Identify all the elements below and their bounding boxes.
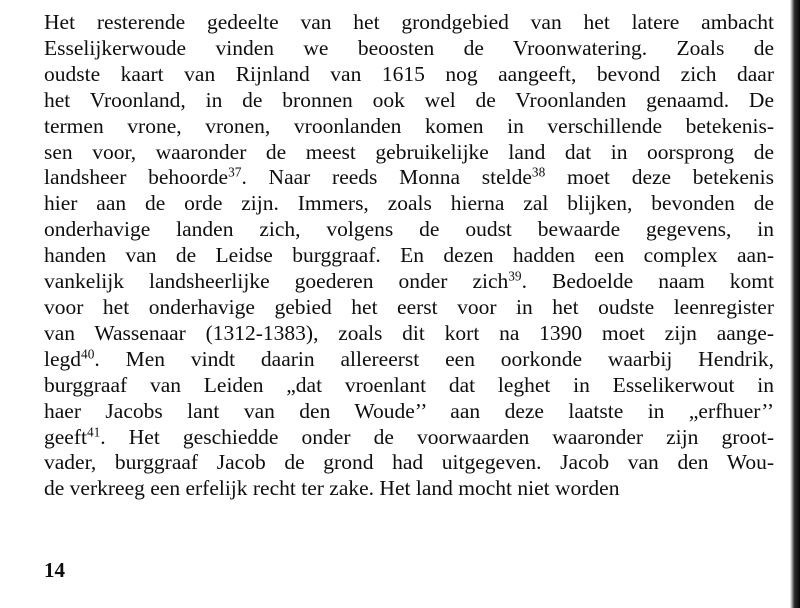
text-line: vankelijk landsheerlijke goederen onder zich$^{39}$. Bedoelde naam komt — [44, 268, 774, 294]
text-line: voor het onderhavige gebied het eerst voor in het oudste leenregister — [44, 294, 774, 319]
page-number: 14 — [44, 558, 65, 582]
text-line: Esselijkerwoude vinden we beoosten de Vroonwatering. Zoals de — [44, 35, 774, 60]
text-line: van Wassenaar (1312-1383), zoals dit kort na 1390 moet zijn aange- — [44, 320, 774, 345]
text-line: legd$^{40}$. Men vindt daarin allereerst een oorkonde waarbij Hendrik, — [44, 346, 774, 371]
text-line: de verkreeg een erfelijk recht ter zake. Het land mocht niet worden — [44, 476, 620, 501]
footnote-ref: 38 — [531, 165, 546, 181]
text-line: burggraaf van Leiden „dat vroenlant dat leghet in Esselikerwout in — [44, 372, 774, 397]
scan-edge-shadow — [790, 0, 800, 608]
text-line: het Vroonland, in de bronnen ook wel de Vroonlanden genaamd. De — [44, 87, 774, 112]
footnote-ref: 39 — [508, 268, 522, 284]
text-line: onderhavige landen zich, volgens de oudst bewaarde gegevens, in — [44, 217, 774, 242]
text-line: hier aan de orde zijn. Immers, zoals hierna zal blijken, bevonden de — [44, 191, 774, 216]
footnote-ref: 37 — [228, 165, 242, 181]
text-line: landsheer behoorde$^{37}$. Naar reeds Monna stelde$^{38}$ moet deze betekenis — [44, 165, 774, 190]
footnote-ref: 40 — [81, 346, 95, 362]
text-line: geeft$^{41}$. Het geschiedde onder de voorwaarden waaronder zijn groot- — [44, 424, 774, 449]
text-line: vader, burggraaf Jacob de grond had uitgegeven. Jacob van den Wou- — [44, 450, 774, 475]
text-line: sen voor, waaronder de meest gebruikelijke land dat in oorsprong de — [44, 139, 774, 164]
text-line: handen van de Leidse burggraaf. En dezen hadden een complex aan- — [44, 243, 774, 268]
text-line: termen vrone, vronen, vroonlanden komen in verschillende betekenis- — [44, 113, 774, 138]
text-line: Het resterende gedeelte van het grondgebied van het latere ambacht — [44, 10, 774, 34]
body-text — [44, 10, 774, 502]
text-line: haer Jacobs lant van den Woude’’ aan deze laatste in „erfhuer’’ — [44, 398, 774, 423]
footnote-ref: 41 — [86, 424, 101, 440]
text-line: oudste kaart van Rijnland van 1615 nog aangeeft, bevond zich daar — [44, 61, 774, 86]
